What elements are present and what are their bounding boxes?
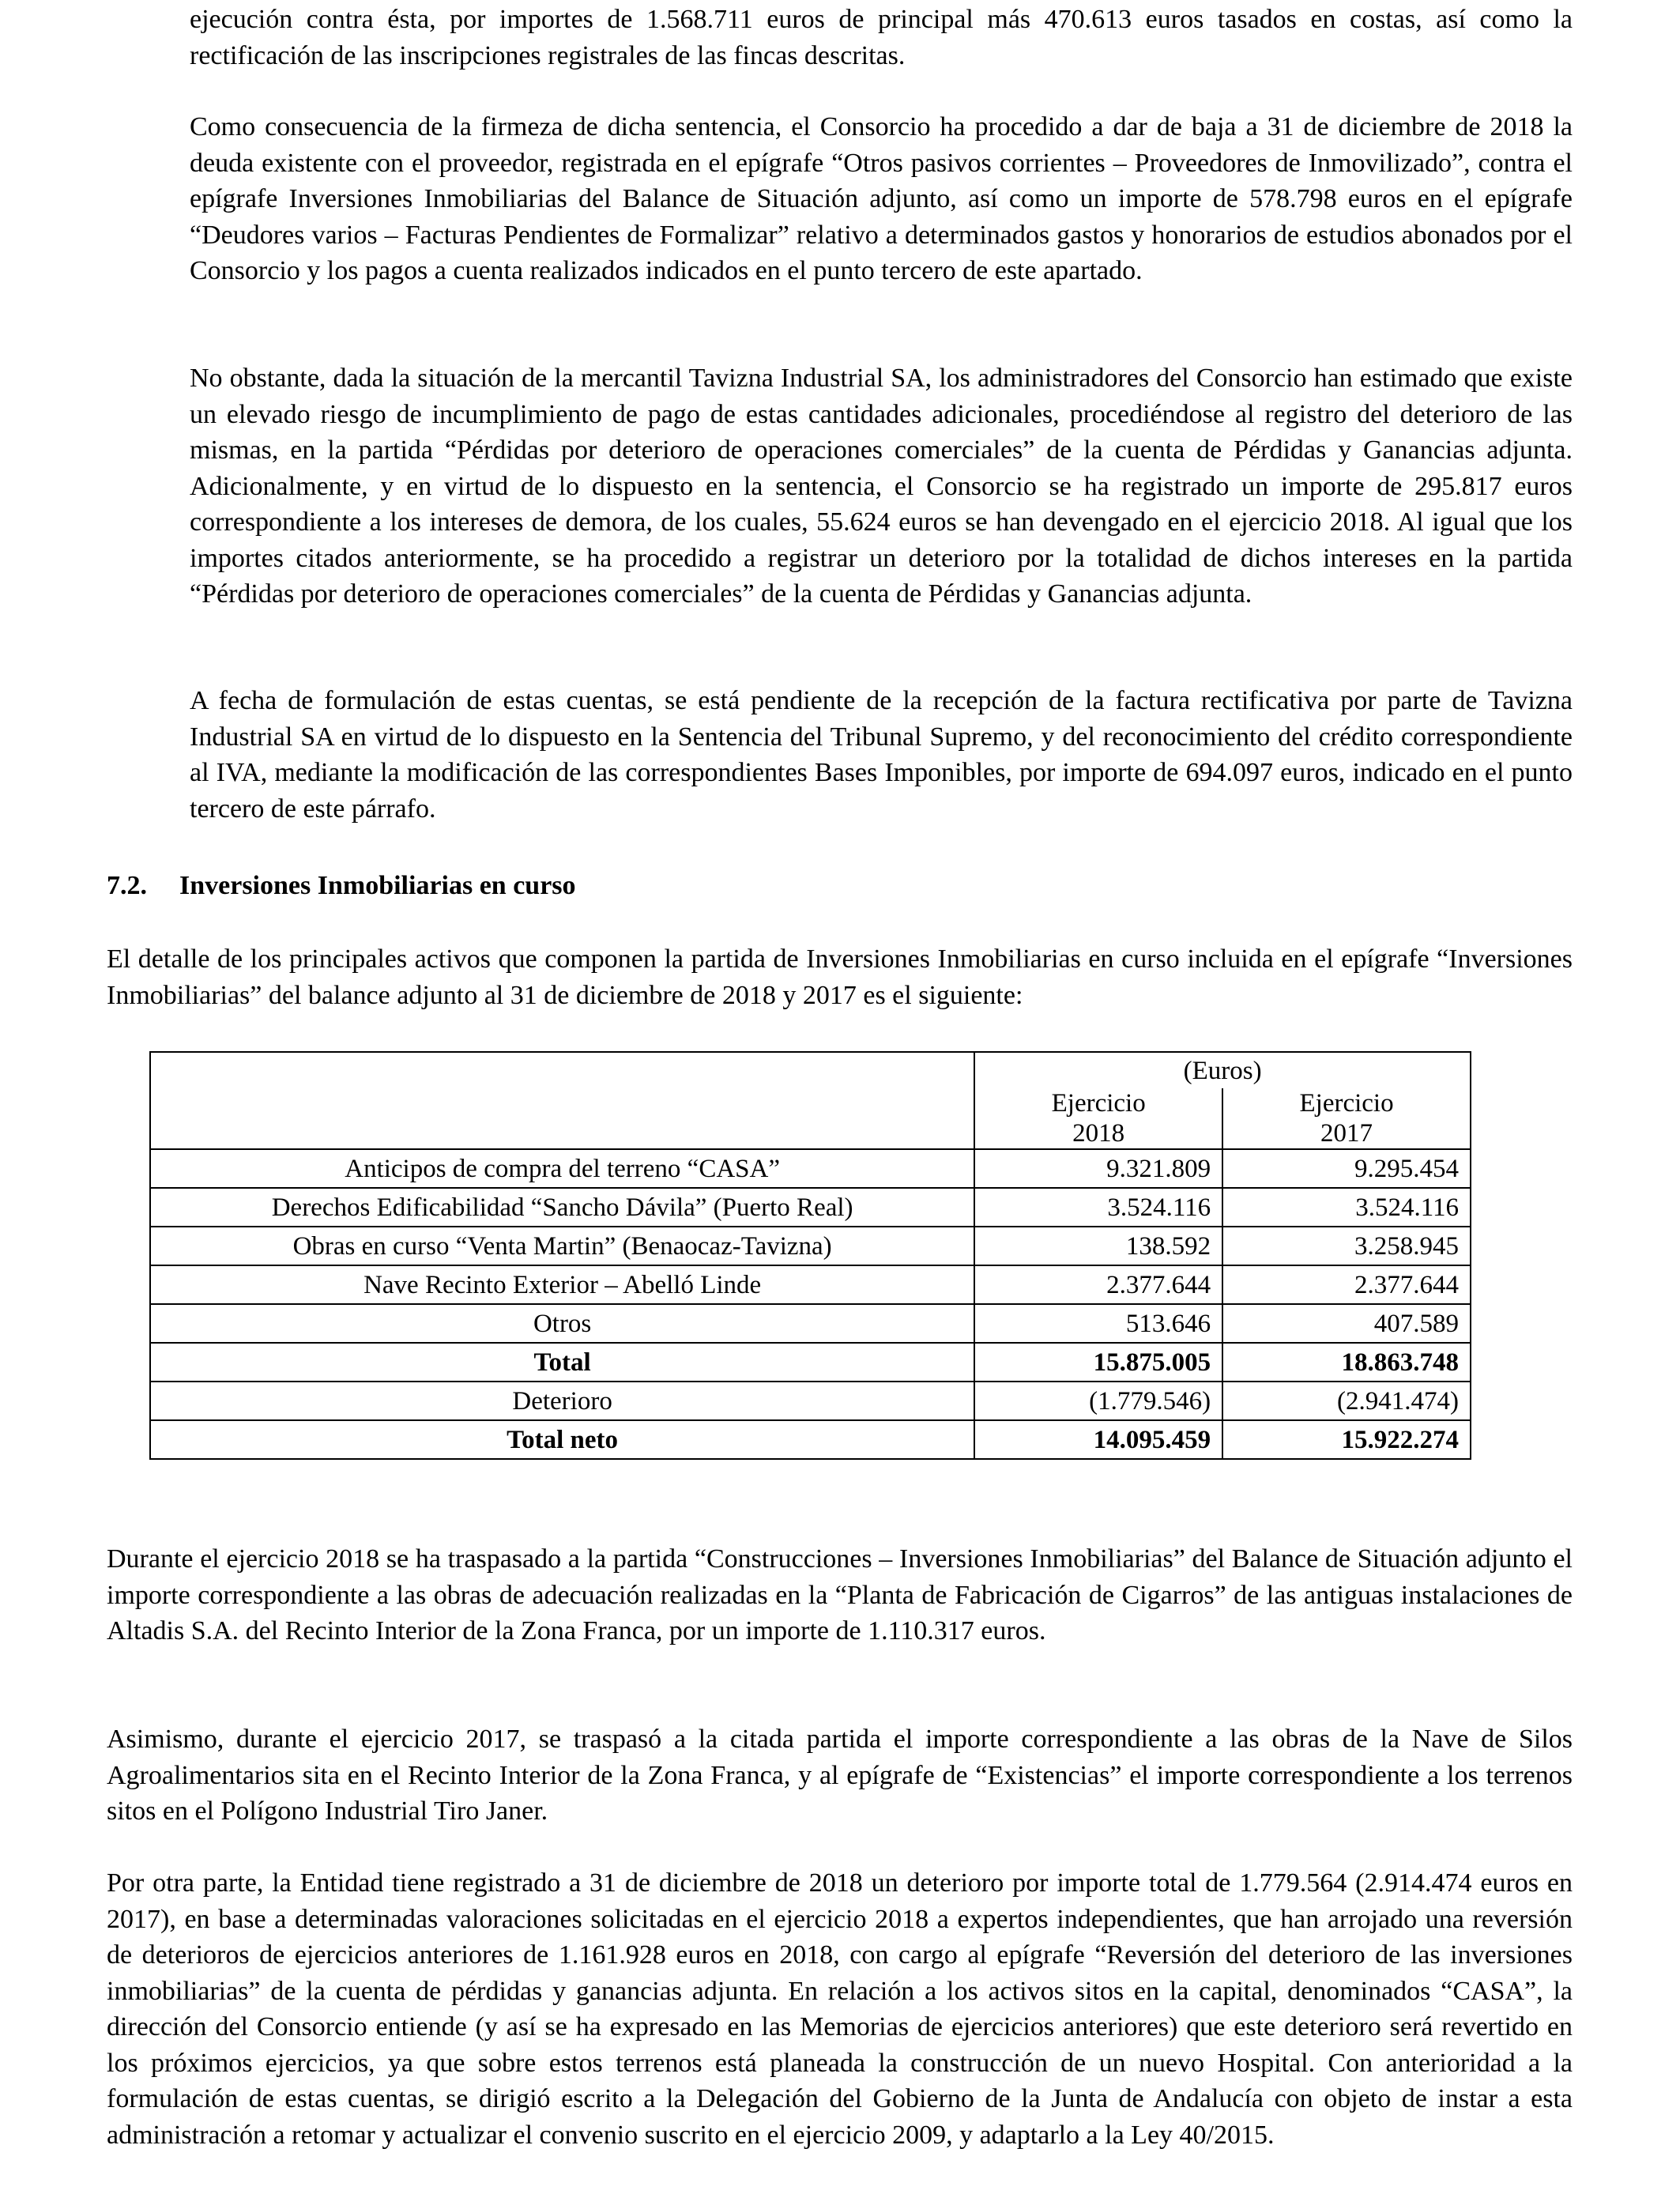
- paragraph-table-intro: El detalle de los principales activos que componen la partida de Inversiones Inmobiliarias en curso incluida en el epígrafe “Inversiones Inmobiliarias” del balance adjunto al 31 de diciembre de 2018 y 2017 es el siguiente:: [107, 944, 1573, 1010]
- table-row-net-total: [150, 1420, 1471, 1459]
- row-value-2018: 14.095.459: [974, 1420, 1222, 1459]
- row-value-2017: 15.922.274: [1222, 1420, 1471, 1459]
- row-value-2017: 3.258.945: [1222, 1227, 1471, 1265]
- table-header-blank-cell: [150, 1088, 974, 1149]
- table-header-blank-cell: [150, 1052, 974, 1088]
- row-value-2018: (1.779.546): [974, 1382, 1222, 1420]
- row-value-2018: 9.321.809: [974, 1149, 1222, 1188]
- table-row-total: [150, 1343, 1471, 1382]
- row-value-2017: 18.863.748: [1222, 1343, 1471, 1382]
- row-value-2017: 2.377.644: [1222, 1265, 1471, 1304]
- investments-table: [149, 1051, 1471, 1460]
- paragraph-transfer-2017: Asimismo, durante el ejercicio 2017, se traspasó a la citada partida el importe correspondiente a las obras de la Nave de Silos Agroalimentarios sita en el Recinto Interior de la Zona Franca, y al epígrafe de “Existencias” el importe correspondiente a los terrenos sitos en el Polígono Industrial Tiro Janer.: [107, 1725, 1573, 1826]
- row-value-2018: 2.377.644: [974, 1265, 1222, 1304]
- table-header-2018: Ejercicio 2018: [974, 1088, 1222, 1149]
- row-value-2017: 9.295.454: [1222, 1149, 1471, 1188]
- row-value-2017: 3.524.116: [1222, 1188, 1471, 1227]
- table-row: [150, 1188, 1471, 1227]
- section-number: 7.2.: [107, 871, 147, 900]
- table-row: [150, 1149, 1471, 1188]
- row-label: Deterioro: [150, 1382, 974, 1420]
- row-label: Otros: [150, 1304, 974, 1343]
- paragraph-judgment-execution: ejecución contra ésta, por importes de 1.568.711 euros de principal más 470.613 euros tasados en costas, así como la rectificación de las inscripciones registrales de las fincas descritas.: [190, 5, 1573, 70]
- table-row: [150, 1227, 1471, 1265]
- table-row: [150, 1304, 1471, 1343]
- paragraph-debt-write-off: Como consecuencia de la firmeza de dicha sentencia, el Consorcio ha procedido a dar de baja a 31 de diciembre de 2018 la deuda existente con el proveedor, registrada en el epígrafe “Otros pasivos corrientes – Proveedores de Inmovilizado”, contra el epígrafe Inversiones Inmobiliarias del Balance de Situación adjunto, así como un importe de 578.798 euros en el epígrafe “Deudores varios – Facturas Pendientes de Formalizar” relativo a determinados gastos y honorarios de estudios abonados por el Consorcio y los pagos a cuenta realizados indicados en el punto tercero de este apartado.: [190, 112, 1573, 285]
- table-unit-label: (Euros): [974, 1052, 1471, 1088]
- row-label: Nave Recinto Exterior – Abelló Linde: [150, 1265, 974, 1304]
- section-heading: [107, 868, 576, 904]
- row-value-2017: 407.589: [1222, 1304, 1471, 1343]
- section-title: Inversiones Inmobiliarias en curso: [179, 871, 576, 900]
- paragraph-transfer-2018: Durante el ejercicio 2018 se ha traspasado a la partida “Construcciones – Inversiones Inmobiliarias” del Balance de Situación adjunto el importe correspondiente a las obras de adecuación realizadas en la “Planta de Fabricación de Cigarros” de las antiguas instalaciones de Altadis S.A. del Recinto Interior de la Zona Franca, por un importe de 1.110.317 euros.: [107, 1544, 1573, 1646]
- row-value-2017: (2.941.474): [1222, 1382, 1471, 1420]
- row-value-2018: 138.592: [974, 1227, 1222, 1265]
- row-value-2018: 3.524.116: [974, 1188, 1222, 1227]
- row-label: Obras en curso “Venta Martin” (Benaocaz-Tavizna): [150, 1227, 974, 1265]
- row-value-2018: 513.646: [974, 1304, 1222, 1343]
- row-label: Anticipos de compra del terreno “CASA”: [150, 1149, 974, 1188]
- row-label: Total neto: [150, 1420, 974, 1459]
- row-label: Derechos Edificabilidad “Sancho Dávila” (Puerto Real): [150, 1188, 974, 1227]
- paragraph-pending-invoice: A fecha de formulación de estas cuentas, se está pendiente de la recepción de la factura rectificativa por parte de Tavizna Industrial SA en virtud de lo dispuesto en la Sentencia del Tribunal Supremo, y del reconocimiento del crédito correspondiente al IVA, mediante la modificación de las correspondientes Bases Imponibles, por importe de 694.097 euros, indicado en el punto tercero de este párrafo.: [190, 686, 1573, 824]
- table-header-years-row: [150, 1088, 1471, 1149]
- table-row: [150, 1265, 1471, 1304]
- row-value-2018: 15.875.005: [974, 1343, 1222, 1382]
- table-row-impairment: [150, 1382, 1471, 1420]
- table-header-2017: Ejercicio 2017: [1222, 1088, 1471, 1149]
- paragraph-impairment-risk: No obstante, dada la situación de la mercantil Tavizna Industrial SA, los administradores del Consorcio han estimado que existe un elevado riesgo de incumplimiento de pago de estas cantidades adicionales, procediéndose al registro del deterioro de las mismas, en la partida “Pérdidas por deterioro de operaciones comerciales” de la cuenta de Pérdidas y Ganancias adjunta. Adicionalmente, y en virtud de lo dispuesto en la sentencia, el Consorcio se ha registrado un importe de 295.817 euros correspondiente a los intereses de demora, de los cuales, 55.624 euros se han devengado en el ejercicio 2018. Al igual que los importes citados anteriormente, se ha procedido a registrar un deterioro por la totalidad de dichos intereses en la partida “Pérdidas por deterioro de operaciones comerciales” de la cuenta de Pérdidas y Ganancias adjunta.: [190, 364, 1573, 609]
- paragraph-impairment-casa: Por otra parte, la Entidad tiene registrado a 31 de diciembre de 2018 un deterioro por importe total de 1.779.564 (2.914.474 euros en 2017), en base a determinadas valoraciones solicitadas en el ejercicio 2018 a expertos independientes, que han arrojado una reversión de deterioros de ejercicios anteriores de 1.161.928 euros en 2018, con cargo al epígrafe “Reversión del deterioro de las inversiones inmobiliarias” de la cuenta de pérdidas y ganancias adjunta. En relación a los activos sitos en la capital, denominados “CASA”, la dirección del Consorcio entiende (y así se ha expresado en las Memorias de ejercicios anteriores) que este deterioro será revertido en los próximos ejercicios, ya que sobre estos terrenos está planeada la construcción de un nuevo Hospital. Con anterioridad a la formulación de estas cuentas, se dirigió escrito a la Delegación del Gobierno de la Junta de Andalucía con objeto de instar a esta administración a retomar y actualizar el convenio suscrito en el ejercicio 2009, y adaptarlo a la Ley 40/2015.: [107, 1868, 1573, 2150]
- row-label: Total: [150, 1343, 974, 1382]
- table-header-unit-row: [150, 1052, 1471, 1088]
